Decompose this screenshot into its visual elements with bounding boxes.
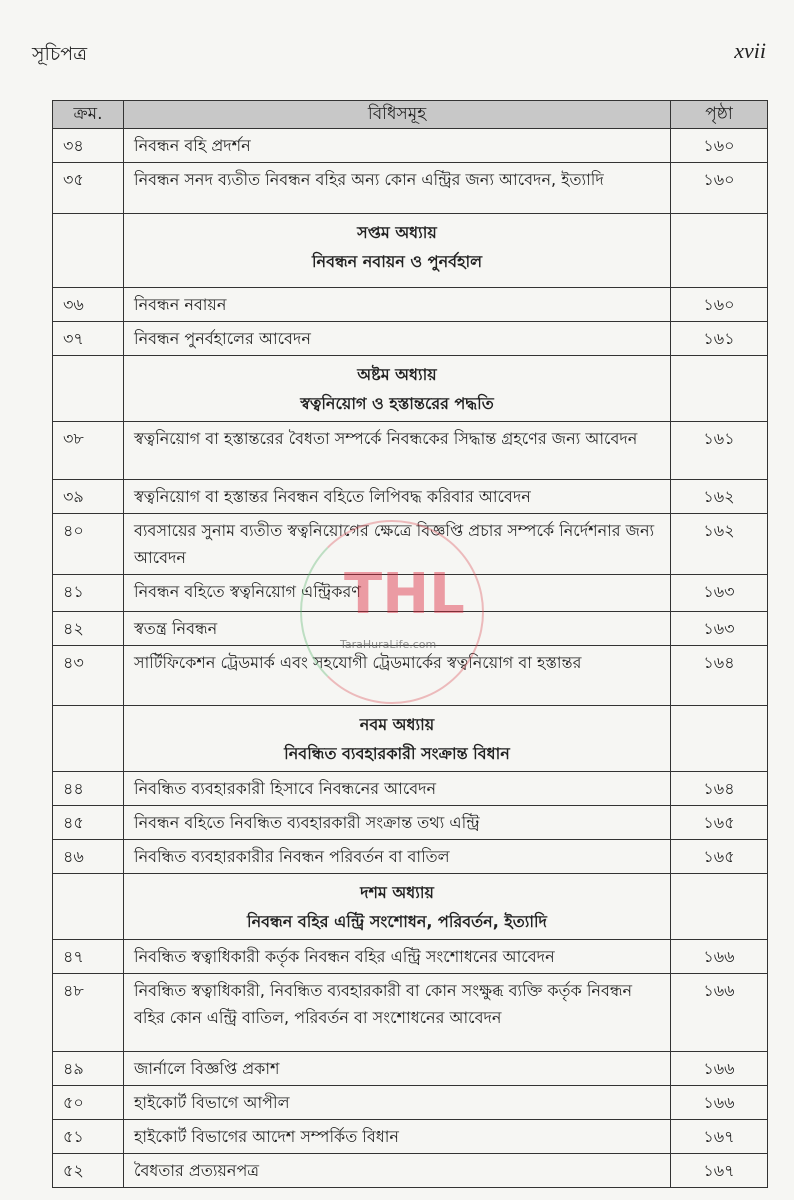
- rule-title: নিবন্ধিত স্বত্বাধিকারী, নিবন্ধিত ব্যবহারকারী বা কোন সংক্ষুব্ধ ব্যক্তি কর্তৃক নিবন্ধন বহির কোন এন্ট্রি বাতিল, পরিবর্তন বা সংশোধনের আবেদন: [124, 974, 671, 1052]
- table-row: [53, 129, 768, 163]
- rule-number: ৩৬: [53, 288, 124, 322]
- table-row: [53, 514, 768, 575]
- table-row: [53, 1154, 768, 1188]
- page-ref: ১৬৩: [671, 575, 768, 612]
- rule-number: ৩৮: [53, 422, 124, 480]
- table-row: [53, 772, 768, 806]
- page-ref: ১৬১: [671, 322, 768, 356]
- table-row: [53, 974, 768, 1052]
- rule-title: সার্টিফিকেশন ট্রেডমার্ক এবং সহযোগী ট্রেডমার্কের স্বত্বনিয়োগ বা হস্তান্তর: [124, 646, 671, 706]
- table-row: [53, 322, 768, 356]
- rule-title: স্বত্বনিয়োগ বা হস্তান্তর নিবন্ধন বহিতে লিপিবদ্ধ করিবার আবেদন: [124, 480, 671, 514]
- rule-title: স্বতন্ত্র নিবন্ধন: [124, 612, 671, 646]
- page-ref: ১৬২: [671, 514, 768, 575]
- empty-cell: [671, 874, 768, 940]
- page-ref: ১৬৬: [671, 1086, 768, 1120]
- chapter-heading: [124, 706, 671, 772]
- page-ref: ১৬০: [671, 129, 768, 163]
- chapter-subtitle: নিবন্ধন নবায়ন ও পুনর্বহাল: [311, 252, 483, 271]
- rule-title: নিবন্ধন সনদ ব্যতীত নিবন্ধন বহির অন্য কোন এন্ট্রির জন্য আবেদন, ইত্যাদি: [124, 163, 671, 214]
- contents-table: [52, 100, 768, 1188]
- table-row: [53, 1120, 768, 1154]
- rule-title: নিবন্ধন পুনর্বহালের আবেদন: [124, 322, 671, 356]
- chapter-row: [53, 214, 768, 288]
- rule-title: নিবন্ধন নবায়ন: [124, 288, 671, 322]
- table-row: [53, 806, 768, 840]
- table-header-row: [53, 101, 768, 129]
- rule-number: ৪৭: [53, 940, 124, 974]
- page-ref: ১৬৫: [671, 806, 768, 840]
- column-header-page: পৃষ্ঠা: [671, 101, 768, 129]
- empty-cell: [53, 356, 124, 422]
- chapter-row: [53, 356, 768, 422]
- table-row: [53, 840, 768, 874]
- watermark-site: TaraHuraLife.com: [340, 638, 437, 651]
- empty-cell: [53, 706, 124, 772]
- page-number: xvii: [734, 38, 766, 63]
- page-ref: ১৬৫: [671, 840, 768, 874]
- table-row: [53, 288, 768, 322]
- rule-number: ৩৪: [53, 129, 124, 163]
- chapter-heading: [124, 874, 671, 940]
- rule-number: ৪১: [53, 575, 124, 612]
- table-row: [53, 646, 768, 706]
- table-row: [53, 480, 768, 514]
- rule-title: নিবন্ধন বহি প্রদর্শন: [124, 129, 671, 163]
- table-row: [53, 575, 768, 612]
- rule-title: বৈধতার প্রত্যয়নপত্র: [124, 1154, 671, 1188]
- rule-title: নিবন্ধিত স্বত্বাধিকারী কর্তৃক নিবন্ধন বহির এন্ট্রি সংশোধনের আবেদন: [124, 940, 671, 974]
- page-ref: ১৬১: [671, 422, 768, 480]
- rule-number: ৪৩: [53, 646, 124, 706]
- rule-title: নিবন্ধন বহিতে স্বত্বনিয়োগ এন্ট্রিকরণ: [124, 575, 671, 612]
- rule-title: নিবন্ধন বহিতে নিবন্ধিত ব্যবহারকারী সংক্রান্ত তথ্য এন্ট্রি: [124, 806, 671, 840]
- empty-cell: [671, 706, 768, 772]
- rule-number: ৩৫: [53, 163, 124, 214]
- rule-title: জার্নালে বিজ্ঞপ্তি প্রকাশ: [124, 1052, 671, 1086]
- empty-cell: [671, 214, 768, 288]
- page-ref: ১৬৭: [671, 1154, 768, 1188]
- page-ref: ১৬০: [671, 163, 768, 214]
- page-ref: ১৬৭: [671, 1120, 768, 1154]
- chapter-title: দশম অধ্যায়: [360, 883, 434, 902]
- chapter-subtitle: স্বত্বনিয়োগ ও হস্তান্তরের পদ্ধতি: [300, 394, 494, 413]
- chapter-heading: [124, 214, 671, 288]
- chapter-subtitle: নিবন্ধিত ব্যবহারকারী সংক্রান্ত বিধান: [284, 744, 510, 763]
- rule-number: ৪৫: [53, 806, 124, 840]
- table-row: [53, 940, 768, 974]
- rule-title: নিবন্ধিত ব্যবহারকারীর নিবন্ধন পরিবর্তন বা বাতিল: [124, 840, 671, 874]
- rule-number: ৫২: [53, 1154, 124, 1188]
- rule-title: ব্যবসায়ের সুনাম ব্যতীত স্বত্বনিয়োগের ক্ষেত্রে বিজ্ঞপ্তি প্রচার সম্পর্কে নির্দেশনার জন্য আবেদন: [124, 514, 671, 575]
- page-ref: ১৬২: [671, 480, 768, 514]
- rule-number: ৪৬: [53, 840, 124, 874]
- rule-number: ৪৮: [53, 974, 124, 1052]
- empty-cell: [53, 214, 124, 288]
- page-ref: ১৬৬: [671, 1052, 768, 1086]
- chapter-row: [53, 874, 768, 940]
- page-ref: ১৬৪: [671, 646, 768, 706]
- chapter-heading: [124, 356, 671, 422]
- chapter-title: সপ্তম অধ্যায়: [357, 223, 437, 242]
- watermark-logo-mark: THL: [344, 562, 465, 627]
- rule-number: ৫০: [53, 1086, 124, 1120]
- rule-number: ৪০: [53, 514, 124, 575]
- rule-number: ৪৯: [53, 1052, 124, 1086]
- rule-number: ৪৪: [53, 772, 124, 806]
- table-row: [53, 163, 768, 214]
- running-title: সূচিপত্র: [32, 43, 88, 65]
- table-row: [53, 422, 768, 480]
- empty-cell: [671, 356, 768, 422]
- page-ref: ১৬৩: [671, 612, 768, 646]
- rule-title: হাইকোর্ট বিভাগে আপীল: [124, 1086, 671, 1120]
- page-ref: ১৬৬: [671, 974, 768, 1052]
- empty-cell: [53, 874, 124, 940]
- chapter-subtitle: নিবন্ধন বহির এন্ট্রি সংশোধন, পরিবর্তন, ইত্যাদি: [247, 912, 547, 931]
- page-ref: ১৬০: [671, 288, 768, 322]
- rule-title: স্বত্বনিয়োগ বা হস্তান্তরের বৈধতা সম্পর্কে নিবন্ধকের সিদ্ধান্ত গ্রহণের জন্য আবেদন: [124, 422, 671, 480]
- column-header-serial: ক্রম.: [53, 101, 124, 129]
- chapter-row: [53, 706, 768, 772]
- rule-number: ৪২: [53, 612, 124, 646]
- page-ref: ১৬৪: [671, 772, 768, 806]
- chapter-title: নবম অধ্যায়: [359, 715, 435, 734]
- table-row: [53, 612, 768, 646]
- chapter-title: অষ্টম অধ্যায়: [357, 365, 437, 384]
- rule-number: ৫১: [53, 1120, 124, 1154]
- table-row: [53, 1086, 768, 1120]
- column-header-rules: বিধিসমূহ: [124, 101, 671, 129]
- rule-title: হাইকোর্ট বিভাগের আদেশ সম্পর্কিত বিধান: [124, 1120, 671, 1154]
- rule-title: নিবন্ধিত ব্যবহারকারী হিসাবে নিবন্ধনের আবেদন: [124, 772, 671, 806]
- page-ref: ১৬৬: [671, 940, 768, 974]
- rule-number: ৩৯: [53, 480, 124, 514]
- rule-number: ৩৭: [53, 322, 124, 356]
- table-row: [53, 1052, 768, 1086]
